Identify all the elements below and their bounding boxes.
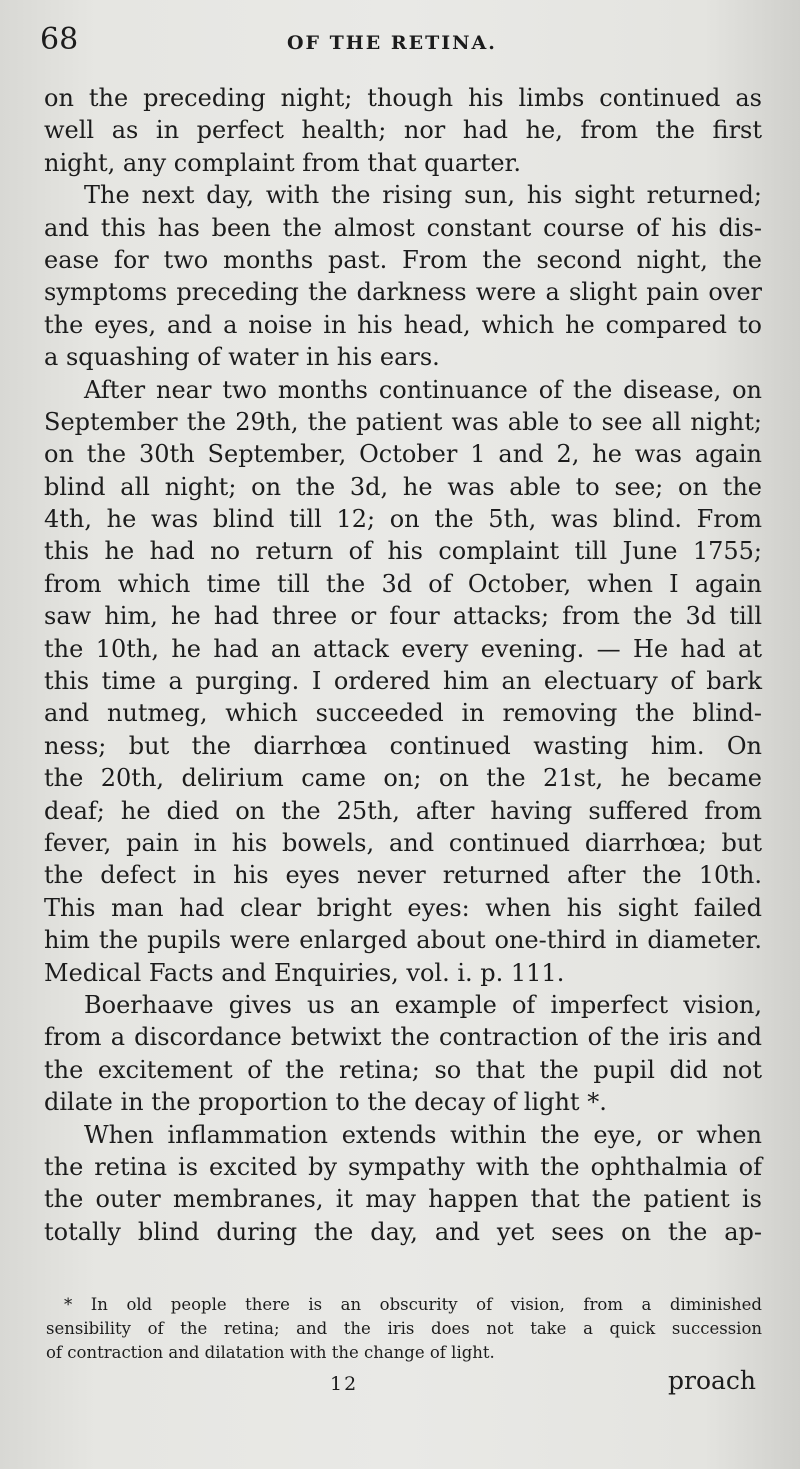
text-line: well as in perfect health; nor had he, from the first (44, 116, 762, 145)
text-line: night, any complaint from that quarter. (44, 148, 521, 177)
footnote (46, 1293, 762, 1365)
text-line: the excitement of the retina; so that the pupil did not (44, 1055, 762, 1084)
text-line: ness; but the diarrhœa continued wasting him. On (44, 731, 762, 760)
text-line: fever, pain in his bowels, and continued diarrhœa; but (44, 828, 762, 857)
text-line: symptoms preceding the darkness were a slight pain over (44, 278, 762, 307)
text-line: the retina is excited by sympathy with the ophthalmia of (44, 1152, 762, 1181)
text-line: the 20th, delirium came on; on the 21st, he became (44, 764, 762, 793)
text-line: Medical Facts and Enquiries, vol. i. p. 111. (44, 958, 565, 987)
text-line: Boerhaave gives us an example of imperfect vision, (84, 990, 762, 1019)
text-line: dilate in the proportion to the decay of light *. (44, 1088, 607, 1117)
catchword: proach (668, 1366, 757, 1395)
text-line: the eyes, and a noise in his head, which he compared to (44, 310, 762, 339)
text-line: 4th, he was blind till 12; on the 5th, was blind. From (44, 505, 762, 534)
footnote-line: of contraction and dilatation with the change of light. (46, 1343, 495, 1362)
text-line: ease for two months past. From the second night, the (44, 245, 762, 274)
text-line: September the 29th, the patient was able to see all night; (44, 407, 762, 436)
text-line: the outer membranes, it may happen that the patient is (44, 1185, 762, 1214)
text-line: the defect in his eyes never returned after the 10th. (44, 861, 762, 890)
running-head: OF THE RETINA. (287, 32, 497, 54)
footnote-line: * In old people there is an obscurity of vision, from a diminished (64, 1295, 762, 1314)
page-number: 68 (40, 22, 79, 57)
text-line: deaf; he died on the 25th, after having suffered from (44, 796, 762, 825)
text-line: totally blind during the day, and yet sees on the ap- (44, 1217, 762, 1246)
body-text (44, 82, 762, 1248)
text-line: the 10th, he had an attack every evening. — He had at (44, 634, 762, 663)
text-line: and this has been the almost constant course of his dis- (44, 213, 762, 242)
text-line: this he had no return of his complaint till June 1755; (44, 537, 762, 566)
text-line: and nutmeg, which succeeded in removing the blind- (44, 699, 762, 728)
text-line: After near two months continuance of the disease, on (84, 375, 762, 404)
text-line: a squashing of water in his ears. (44, 343, 440, 372)
text-line: saw him, he had three or four attacks; from the 3d till (44, 602, 762, 631)
text-line: from which time till the 3d of October, when I again (44, 569, 762, 598)
text-line: this time a purging. I ordered him an electuary of bark (44, 667, 762, 696)
signature-mark: 12 (330, 1373, 359, 1395)
text-line: The next day, with the rising sun, his sight returned; (84, 181, 762, 210)
text-line: on the 30th September, October 1 and 2, he was again (44, 440, 762, 469)
text-line: blind all night; on the 3d, he was able to see; on the (44, 472, 762, 501)
text-line: him the pupils were enlarged about one-third in diameter. (44, 926, 762, 955)
text-line: on the preceding night; though his limbs continued as (44, 84, 762, 112)
footnote-line: sensibility of the retina; and the iris does not take a quick succession (46, 1319, 762, 1338)
text-line: This man had clear bright eyes: when his sight failed (44, 893, 762, 922)
text-line: from a discordance betwixt the contraction of the iris and (44, 1023, 762, 1052)
text-line: When inflammation extends within the eye, or when (84, 1120, 762, 1149)
